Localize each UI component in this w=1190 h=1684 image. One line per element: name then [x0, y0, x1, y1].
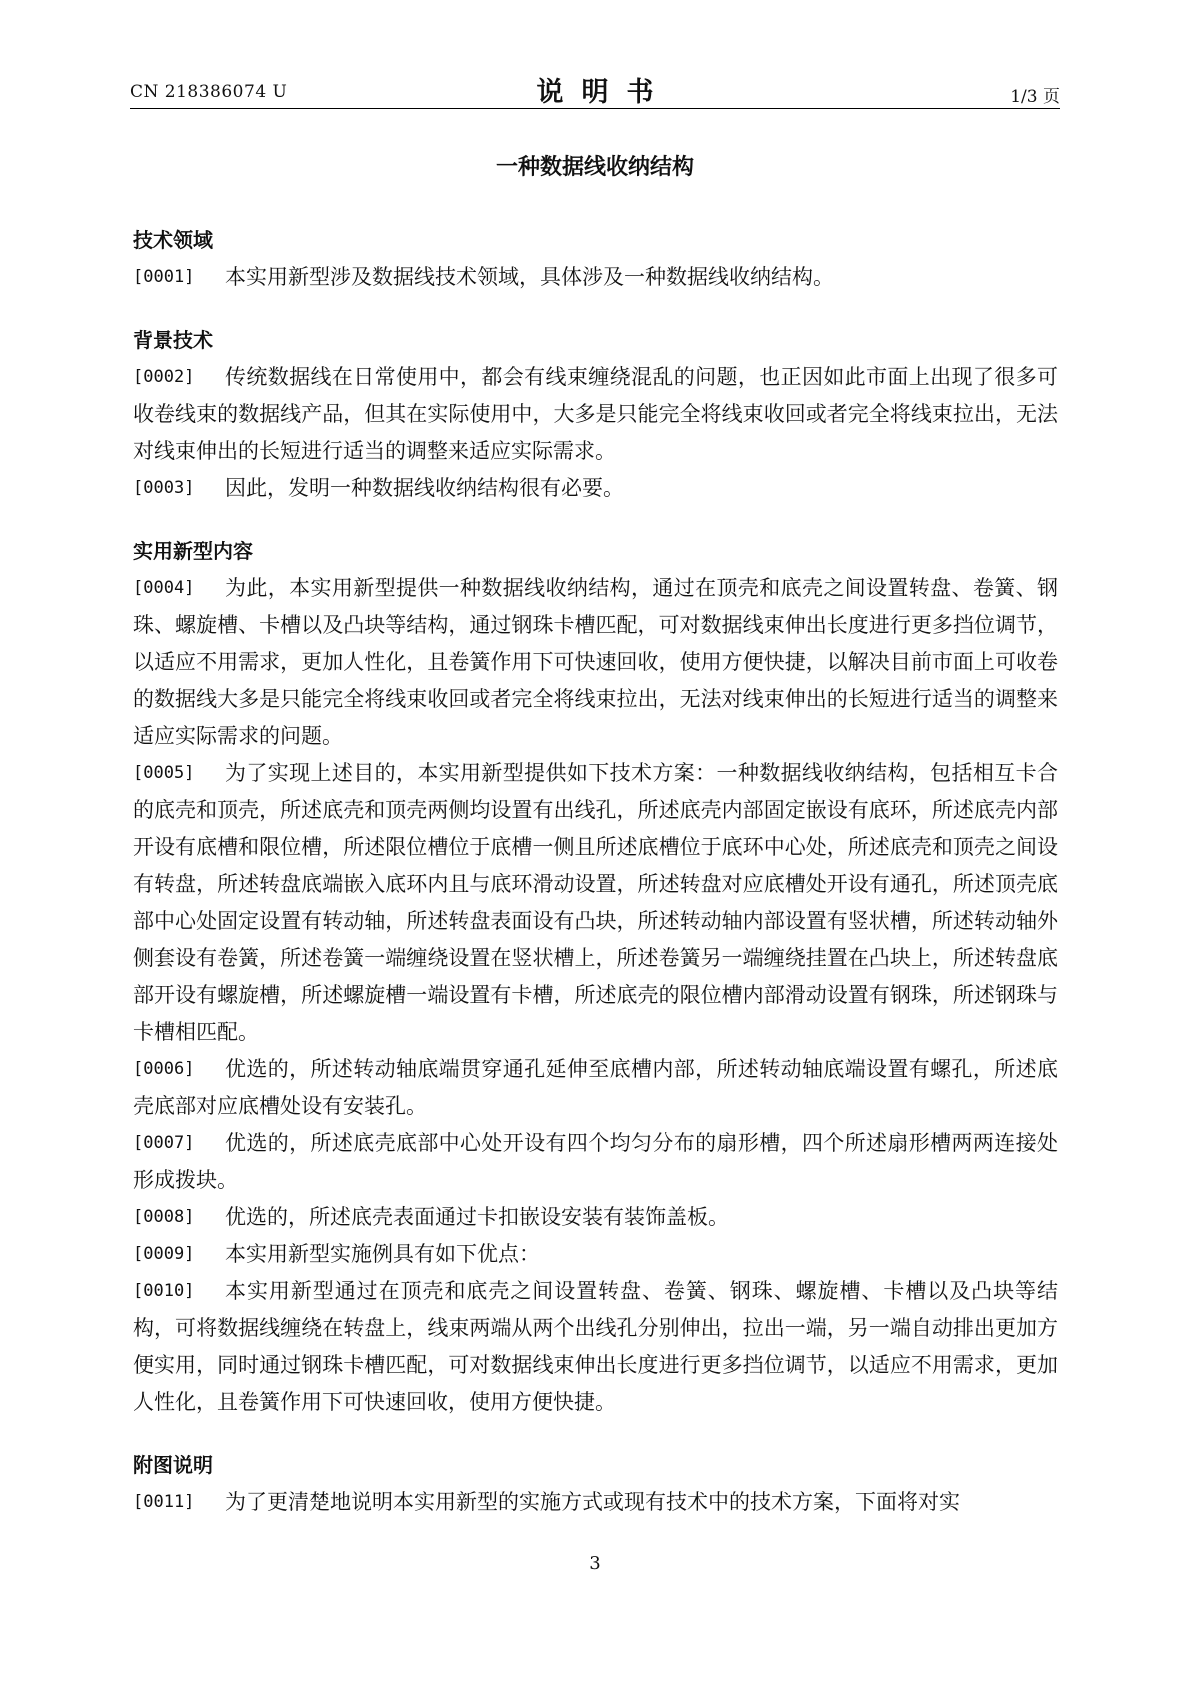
- paragraph-text: 优选的，所述转动轴底端贯穿通孔延伸至底槽内部，所述转动轴底端设置有螺孔，所述底壳底部对应底槽处设有安装孔。: [133, 1057, 1058, 1118]
- header-rule: [130, 108, 1060, 109]
- paragraph-text: 本实用新型涉及数据线技术领域，具体涉及一种数据线收纳结构。: [225, 265, 834, 289]
- paragraph-number: [0003]: [133, 478, 195, 498]
- paragraph-number: [0005]: [133, 763, 195, 783]
- section-summary: [133, 533, 1058, 1421]
- document-type-title: 说明书: [536, 77, 672, 108]
- paragraph: [133, 1236, 1058, 1273]
- paragraph-text: 传统数据线在日常使用中，都会有线束缠绕混乱的问题，也正因如此市面上出现了很多可收卷线束的数据线产品，但其在实际使用中，大多是只能完全将线束收回或者完全将线束拉出，无法对线束伸出的长短进行适当的调整来适应实际需求。: [133, 365, 1058, 463]
- section-heading: 背景技术: [133, 328, 213, 352]
- section-technical-field: [133, 222, 1058, 296]
- paragraph-text: 优选的，所述底壳底部中心处开设有四个均匀分布的扇形槽，四个所述扇形槽两两连接处形成拨块。: [133, 1131, 1058, 1192]
- paragraph-number: [0002]: [133, 367, 195, 387]
- section-background: [133, 322, 1058, 507]
- paragraph-number: [0008]: [133, 1207, 195, 1227]
- page-header: [130, 70, 1060, 110]
- paragraph-text: 因此，发明一种数据线收纳结构很有必要。: [225, 476, 624, 500]
- paragraph: [133, 1199, 1058, 1236]
- section-drawings: [133, 1447, 1058, 1521]
- patent-title: 一种数据线收纳结构: [495, 155, 694, 180]
- section-heading: 技术领域: [133, 228, 213, 252]
- paragraph: [133, 1484, 1058, 1521]
- paragraph-number: [0001]: [133, 267, 195, 287]
- publication-number: CN 218386074 U: [130, 82, 288, 102]
- page-number: 3: [589, 1553, 601, 1574]
- paragraph: [133, 1051, 1058, 1125]
- paragraph-text: 为了实现上述目的，本实用新型提供如下技术方案：一种数据线收纳结构，包括相互卡合的底壳和顶壳，所述底壳和顶壳两侧均设置有出线孔，所述底壳内部固定嵌设有底环，所述底壳内部开设有底槽和限位槽，所述限位槽位于底槽一侧且所述底槽位于底环中心处，所述底壳和顶壳之间设有转盘，所述转盘底端嵌入底环内且与底环滑动设置，所述转盘对应底槽处开设有通孔，所述顶壳底部中心处固定设置有转动轴，所述转盘表面设有凸块，所述转动轴内部设置有竖状槽，所述转动轴外侧套设有卷簧，所述卷簧一端缠绕设置在竖状槽上，所述卷簧另一端缠绕挂置在凸块上，所述转盘底部开设有螺旋槽，所述螺旋槽一端设置有卡槽，所述底壳的限位槽内部滑动设置有钢珠，所述钢珠与卡槽相匹配。: [133, 761, 1058, 1044]
- section-heading: 实用新型内容: [133, 539, 253, 563]
- paragraph-number: [0009]: [133, 1244, 195, 1264]
- paragraph-number: [0010]: [133, 1281, 195, 1301]
- page-indicator: 1/3 页: [1010, 87, 1060, 107]
- paragraph-number: [0004]: [133, 578, 195, 598]
- paragraph: [133, 470, 1058, 507]
- description-body: [133, 222, 1058, 1547]
- section-heading: 附图说明: [133, 1453, 213, 1477]
- paragraph: [133, 359, 1058, 470]
- paragraph: [133, 259, 1058, 296]
- paragraph: [133, 1273, 1058, 1421]
- paragraph-number: [0011]: [133, 1492, 195, 1512]
- paragraph-text: 为了更清楚地说明本实用新型的实施方式或现有技术中的技术方案，下面将对实: [225, 1490, 960, 1514]
- paragraph-number: [0007]: [133, 1133, 195, 1153]
- paragraph: [133, 1125, 1058, 1199]
- paragraph-text: 为此，本实用新型提供一种数据线收纳结构，通过在顶壳和底壳之间设置转盘、卷簧、钢珠、螺旋槽、卡槽以及凸块等结构，通过钢珠卡槽匹配，可对数据线束伸出长度进行更多挡位调节，以适应不用需求，更加人性化，且卷簧作用下可快速回收，使用方便快捷，以解决目前市面上可收卷的数据线大多是只能完全将线束收回或者完全将线束拉出，无法对线束伸出的长短进行适当的调整来适应实际需求的问题。: [133, 576, 1058, 748]
- paragraph-text: 优选的，所述底壳表面通过卡扣嵌设安装有装饰盖板。: [225, 1205, 729, 1229]
- paragraph-text: 本实用新型实施例具有如下优点：: [225, 1242, 540, 1266]
- paragraph: [133, 570, 1058, 755]
- paragraph: [133, 755, 1058, 1051]
- paragraph-text: 本实用新型通过在顶壳和底壳之间设置转盘、卷簧、钢珠、螺旋槽、卡槽以及凸块等结构，可将数据线缠绕在转盘上，线束两端从两个出线孔分别伸出，拉出一端，另一端自动排出更加方便实用，同时通过钢珠卡槽匹配，可对数据线束伸出长度进行更多挡位调节，以适应不用需求，更加人性化，且卷簧作用下可快速回收，使用方便快捷。: [133, 1279, 1058, 1414]
- paragraph-number: [0006]: [133, 1059, 195, 1079]
